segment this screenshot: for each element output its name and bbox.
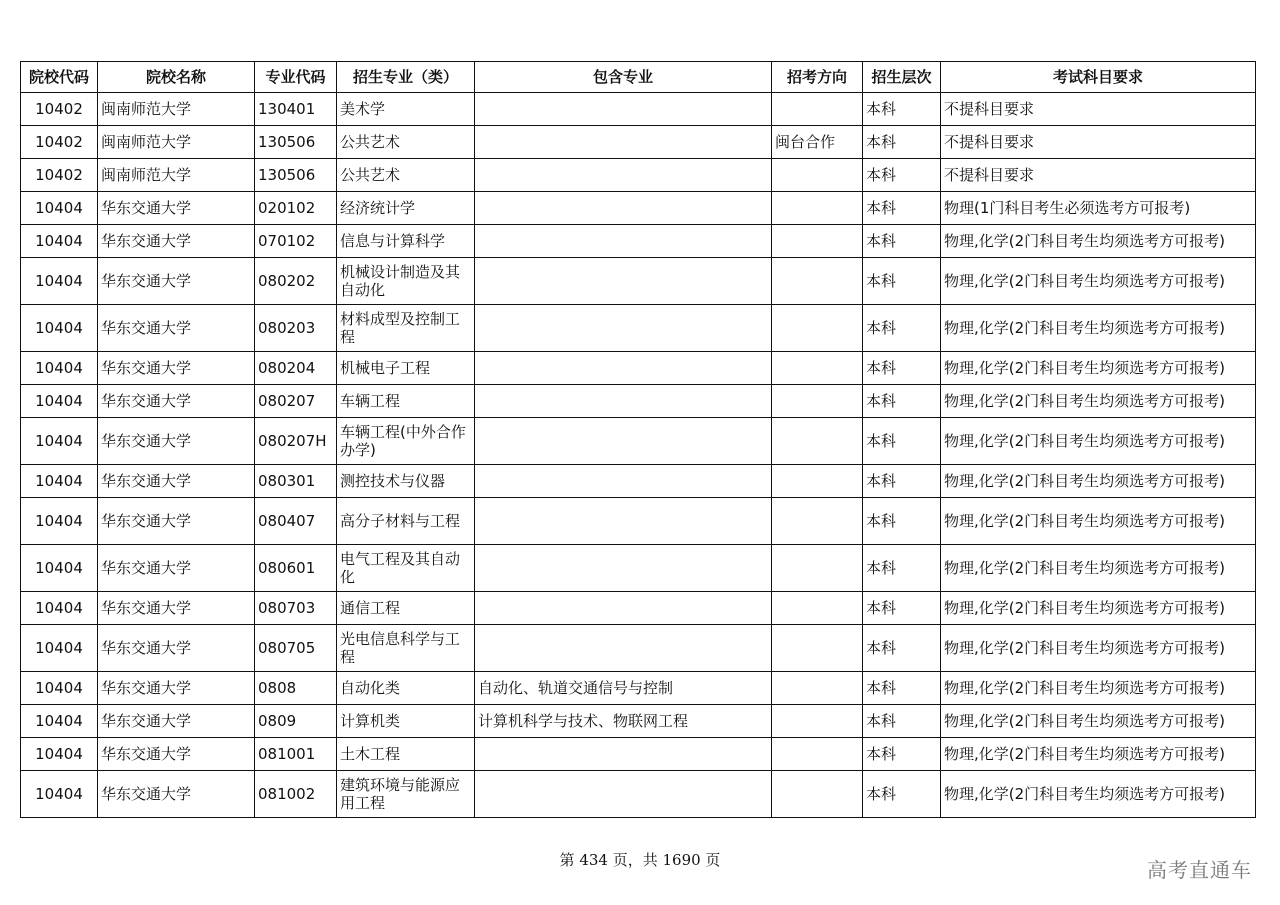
- cell-subject-requirement: 物理(1门科目考生必须选考方可报考): [941, 192, 1256, 225]
- col-header-school-name: 院校名称: [98, 62, 255, 93]
- cell-major-code: 080705: [255, 625, 337, 672]
- cell-direction: [772, 352, 863, 385]
- cell-school-code: 10404: [21, 352, 98, 385]
- table-row: [21, 498, 1256, 545]
- cell-major-name: 计算机类: [337, 705, 475, 738]
- cell-subject-requirement: 物理,化学(2门科目考生均须选考方可报考): [941, 738, 1256, 771]
- cell-major-name: 材料成型及控制工程: [337, 305, 475, 352]
- cell-school-code: 10402: [21, 93, 98, 126]
- cell-school-name: 华东交通大学: [98, 305, 255, 352]
- cell-included-majors: [475, 126, 772, 159]
- cell-subject-requirement: 不提科目要求: [941, 126, 1256, 159]
- col-header-level: 招生层次: [863, 62, 941, 93]
- cell-school-code: 10404: [21, 258, 98, 305]
- cell-direction: [772, 771, 863, 818]
- cell-school-code: 10404: [21, 625, 98, 672]
- cell-level: 本科: [863, 126, 941, 159]
- cell-major-code: 080207: [255, 385, 337, 418]
- cell-level: 本科: [863, 592, 941, 625]
- cell-level: 本科: [863, 258, 941, 305]
- cell-direction: [772, 465, 863, 498]
- cell-included-majors: [475, 625, 772, 672]
- cell-major-code: 130506: [255, 126, 337, 159]
- cell-school-name: 华东交通大学: [98, 418, 255, 465]
- cell-level: 本科: [863, 159, 941, 192]
- cell-school-code: 10404: [21, 498, 98, 545]
- cell-direction: [772, 385, 863, 418]
- cell-direction: [772, 545, 863, 592]
- cell-school-name: 华东交通大学: [98, 592, 255, 625]
- cell-included-majors: [475, 305, 772, 352]
- cell-subject-requirement: 不提科目要求: [941, 159, 1256, 192]
- cell-major-name: 公共艺术: [337, 126, 475, 159]
- cell-subject-requirement: 物理,化学(2门科目考生均须选考方可报考): [941, 771, 1256, 818]
- cell-direction: [772, 625, 863, 672]
- cell-school-name: 华东交通大学: [98, 385, 255, 418]
- cell-school-name: 华东交通大学: [98, 705, 255, 738]
- cell-included-majors: [475, 498, 772, 545]
- cell-school-code: 10404: [21, 385, 98, 418]
- cell-major-name: 车辆工程(中外合作办学): [337, 418, 475, 465]
- col-header-school-code: 院校代码: [21, 62, 98, 93]
- cell-major-code: 081001: [255, 738, 337, 771]
- cell-school-name: 华东交通大学: [98, 352, 255, 385]
- cell-school-code: 10404: [21, 672, 98, 705]
- cell-direction: [772, 192, 863, 225]
- table-row: [21, 545, 1256, 592]
- cell-school-name: 华东交通大学: [98, 625, 255, 672]
- cell-school-name: 华东交通大学: [98, 225, 255, 258]
- cell-major-name: 测控技术与仪器: [337, 465, 475, 498]
- cell-major-code: 080202: [255, 258, 337, 305]
- cell-level: 本科: [863, 771, 941, 818]
- cell-major-name: 土木工程: [337, 738, 475, 771]
- table-row: [21, 93, 1256, 126]
- cell-level: 本科: [863, 465, 941, 498]
- cell-subject-requirement: 物理,化学(2门科目考生均须选考方可报考): [941, 672, 1256, 705]
- cell-major-code: 080601: [255, 545, 337, 592]
- col-header-direction: 招考方向: [772, 62, 863, 93]
- cell-subject-requirement: 物理,化学(2门科目考生均须选考方可报考): [941, 625, 1256, 672]
- cell-included-majors: [475, 771, 772, 818]
- cell-major-name: 信息与计算科学: [337, 225, 475, 258]
- cell-subject-requirement: 不提科目要求: [941, 93, 1256, 126]
- col-header-major-code: 专业代码: [255, 62, 337, 93]
- cell-major-code: 080301: [255, 465, 337, 498]
- cell-school-name: 闽南师范大学: [98, 93, 255, 126]
- cell-included-majors: [475, 192, 772, 225]
- table-row: [21, 159, 1256, 192]
- table-row: [21, 192, 1256, 225]
- cell-major-name: 车辆工程: [337, 385, 475, 418]
- cell-included-majors: [475, 465, 772, 498]
- cell-school-name: 华东交通大学: [98, 738, 255, 771]
- cell-direction: [772, 225, 863, 258]
- cell-major-name: 电气工程及其自动化: [337, 545, 475, 592]
- col-header-major: 招生专业（类）: [337, 62, 475, 93]
- cell-level: 本科: [863, 225, 941, 258]
- cell-level: 本科: [863, 192, 941, 225]
- table-row: [21, 771, 1256, 818]
- cell-subject-requirement: 物理,化学(2门科目考生均须选考方可报考): [941, 545, 1256, 592]
- cell-included-majors: [475, 159, 772, 192]
- cell-major-name: 公共艺术: [337, 159, 475, 192]
- cell-major-code: 080204: [255, 352, 337, 385]
- cell-major-code: 0808: [255, 672, 337, 705]
- cell-subject-requirement: 物理,化学(2门科目考生均须选考方可报考): [941, 592, 1256, 625]
- cell-included-majors: [475, 225, 772, 258]
- cell-major-code: 130401: [255, 93, 337, 126]
- cell-school-name: 闽南师范大学: [98, 159, 255, 192]
- cell-included-majors: 自动化、轨道交通信号与控制: [475, 672, 772, 705]
- cell-major-code: 130506: [255, 159, 337, 192]
- cell-school-code: 10402: [21, 126, 98, 159]
- cell-school-code: 10404: [21, 592, 98, 625]
- cell-direction: [772, 93, 863, 126]
- cell-included-majors: [475, 352, 772, 385]
- cell-direction: [772, 738, 863, 771]
- cell-subject-requirement: 物理,化学(2门科目考生均须选考方可报考): [941, 385, 1256, 418]
- cell-included-majors: [475, 738, 772, 771]
- cell-included-majors: [475, 418, 772, 465]
- cell-included-majors: [475, 93, 772, 126]
- table-row: [21, 418, 1256, 465]
- cell-school-name: 华东交通大学: [98, 498, 255, 545]
- cell-major-name: 高分子材料与工程: [337, 498, 475, 545]
- cell-school-code: 10404: [21, 738, 98, 771]
- cell-level: 本科: [863, 93, 941, 126]
- cell-subject-requirement: 物理,化学(2门科目考生均须选考方可报考): [941, 225, 1256, 258]
- cell-level: 本科: [863, 705, 941, 738]
- table-row: [21, 305, 1256, 352]
- table-row: [21, 258, 1256, 305]
- cell-subject-requirement: 物理,化学(2门科目考生均须选考方可报考): [941, 305, 1256, 352]
- table-body: [21, 93, 1256, 818]
- cell-major-name: 机械设计制造及其自动化: [337, 258, 475, 305]
- table-row: [21, 592, 1256, 625]
- cell-major-code: 080207H: [255, 418, 337, 465]
- cell-major-name: 美术学: [337, 93, 475, 126]
- cell-direction: [772, 498, 863, 545]
- cell-school-name: 华东交通大学: [98, 672, 255, 705]
- cell-direction: [772, 592, 863, 625]
- cell-major-name: 机械电子工程: [337, 352, 475, 385]
- cell-included-majors: [475, 592, 772, 625]
- col-header-included-majors: 包含专业: [475, 62, 772, 93]
- cell-school-code: 10404: [21, 705, 98, 738]
- table-row: [21, 385, 1256, 418]
- cell-major-code: 080703: [255, 592, 337, 625]
- cell-school-code: 10404: [21, 771, 98, 818]
- cell-school-code: 10404: [21, 305, 98, 352]
- cell-major-name: 建筑环境与能源应用工程: [337, 771, 475, 818]
- cell-major-code: 0809: [255, 705, 337, 738]
- cell-major-name: 光电信息科学与工程: [337, 625, 475, 672]
- cell-major-name: 通信工程: [337, 592, 475, 625]
- cell-level: 本科: [863, 545, 941, 592]
- cell-major-code: 020102: [255, 192, 337, 225]
- cell-level: 本科: [863, 672, 941, 705]
- header-row: [21, 62, 1256, 93]
- cell-level: 本科: [863, 418, 941, 465]
- cell-major-name: 经济统计学: [337, 192, 475, 225]
- cell-major-name: 自动化类: [337, 672, 475, 705]
- cell-subject-requirement: 物理,化学(2门科目考生均须选考方可报考): [941, 705, 1256, 738]
- cell-direction: [772, 672, 863, 705]
- cell-major-code: 080407: [255, 498, 337, 545]
- table-row: [21, 225, 1256, 258]
- cell-included-majors: [475, 385, 772, 418]
- cell-level: 本科: [863, 625, 941, 672]
- cell-school-code: 10404: [21, 465, 98, 498]
- cell-major-code: 070102: [255, 225, 337, 258]
- cell-level: 本科: [863, 385, 941, 418]
- table-row: [21, 126, 1256, 159]
- admissions-table: [20, 61, 1256, 818]
- cell-subject-requirement: 物理,化学(2门科目考生均须选考方可报考): [941, 258, 1256, 305]
- cell-direction: [772, 705, 863, 738]
- table-row: [21, 705, 1256, 738]
- table-row: [21, 465, 1256, 498]
- cell-school-name: 华东交通大学: [98, 258, 255, 305]
- cell-level: 本科: [863, 738, 941, 771]
- cell-subject-requirement: 物理,化学(2门科目考生均须选考方可报考): [941, 465, 1256, 498]
- cell-school-code: 10404: [21, 225, 98, 258]
- cell-direction: [772, 305, 863, 352]
- cell-school-name: 华东交通大学: [98, 771, 255, 818]
- cell-major-code: 081002: [255, 771, 337, 818]
- cell-included-majors: 计算机科学与技术、物联网工程: [475, 705, 772, 738]
- table-row: [21, 352, 1256, 385]
- cell-level: 本科: [863, 305, 941, 352]
- table-row: [21, 672, 1256, 705]
- cell-school-name: 闽南师范大学: [98, 126, 255, 159]
- cell-direction: 闽台合作: [772, 126, 863, 159]
- cell-major-code: 080203: [255, 305, 337, 352]
- cell-school-code: 10404: [21, 418, 98, 465]
- cell-school-code: 10404: [21, 545, 98, 592]
- cell-level: 本科: [863, 352, 941, 385]
- cell-direction: [772, 418, 863, 465]
- cell-direction: [772, 258, 863, 305]
- cell-included-majors: [475, 545, 772, 592]
- table-row: [21, 625, 1256, 672]
- cell-included-majors: [475, 258, 772, 305]
- col-header-subject-requirement: 考试科目要求: [941, 62, 1256, 93]
- cell-subject-requirement: 物理,化学(2门科目考生均须选考方可报考): [941, 352, 1256, 385]
- cell-school-name: 华东交通大学: [98, 192, 255, 225]
- cell-school-code: 10404: [21, 192, 98, 225]
- page-number: 第 434 页，共 1690 页: [559, 851, 721, 869]
- table-row: [21, 738, 1256, 771]
- cell-subject-requirement: 物理,化学(2门科目考生均须选考方可报考): [941, 498, 1256, 545]
- watermark-logo: 高考直通车: [1147, 858, 1252, 882]
- cell-direction: [772, 159, 863, 192]
- cell-school-name: 华东交通大学: [98, 545, 255, 592]
- cell-school-code: 10402: [21, 159, 98, 192]
- cell-subject-requirement: 物理,化学(2门科目考生均须选考方可报考): [941, 418, 1256, 465]
- cell-school-name: 华东交通大学: [98, 465, 255, 498]
- table-header: [21, 62, 1256, 93]
- cell-level: 本科: [863, 498, 941, 545]
